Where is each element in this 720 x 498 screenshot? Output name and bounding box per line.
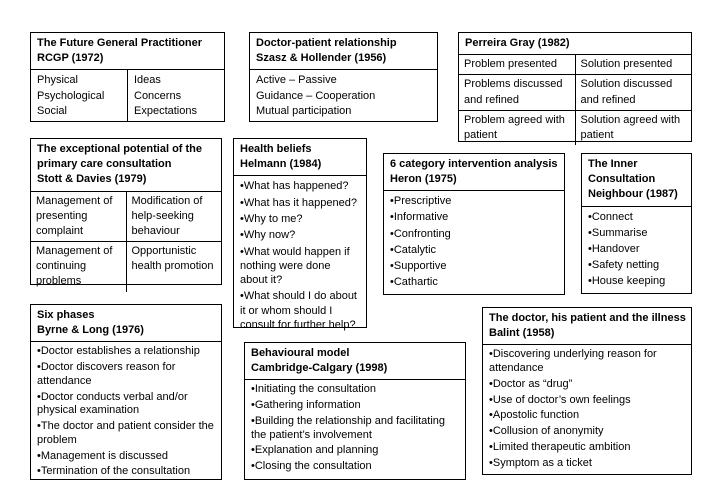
- list-item: • What would happen if nothing were done about it?: [240, 245, 360, 288]
- list-item: • Handover: [588, 242, 685, 256]
- list-item: Guidance – Cooperation: [256, 89, 376, 102]
- list-item: Mutual participation: [256, 104, 352, 117]
- heron-title: [384, 154, 564, 191]
- list-item: • Explanation and planning: [251, 444, 459, 458]
- list-item: • What has it happened?: [240, 196, 360, 210]
- list-item: • Closing the consultation: [251, 460, 459, 474]
- byrne-box: [30, 304, 222, 480]
- pereira-box: [458, 32, 692, 142]
- list-item: • Doctor conducts verbal and/or physical examination: [37, 391, 215, 419]
- title-line: Byrne & Long (1976): [37, 324, 144, 337]
- future-gp-col-1: [31, 70, 128, 122]
- list-item: • Apostolic function: [489, 409, 685, 423]
- title-line: Six phases: [37, 309, 95, 321]
- title-line: Consultation: [588, 173, 656, 186]
- list-item: • Management is discussed: [37, 450, 215, 464]
- list-item: • Informative: [390, 210, 558, 224]
- stott-table: [31, 192, 221, 292]
- table-cell: Problem presented: [459, 55, 575, 75]
- helmann-title: [234, 139, 366, 176]
- list-item: • Limited therapeutic ambition: [489, 441, 685, 455]
- heron-box: [383, 153, 565, 295]
- byrne-list: [31, 342, 221, 484]
- title-line: RCGP (1972): [37, 52, 104, 65]
- list-item: Ideas: [134, 74, 161, 87]
- table-cell: Solution presented: [575, 55, 691, 75]
- future-gp-col-2: [128, 70, 224, 122]
- list-item: • Building the relationship and facilitating the patient’s involvement: [251, 415, 459, 443]
- helmann-box: [233, 138, 367, 332]
- neighbour-title: [582, 154, 691, 207]
- title-line: primary care consultation: [37, 158, 172, 171]
- szasz-title: [250, 33, 437, 70]
- pereira-table: [459, 55, 691, 145]
- title-line: Stott & Davies (1979): [37, 173, 147, 186]
- table-row: [459, 110, 691, 145]
- table-cell: Problem agreed with patient: [459, 110, 575, 145]
- list-item: Physical: [37, 74, 78, 87]
- list-item: • Use of doctor’s own feelings: [489, 394, 685, 408]
- table-cell: Solution discussed and refined: [575, 75, 691, 110]
- list-item: • Collusion of anonymity: [489, 425, 685, 439]
- list-item: • Doctor establishes a relationship: [37, 345, 215, 359]
- neighbour-list: [582, 207, 691, 293]
- list-item: • Doctor as “drug”: [489, 378, 685, 392]
- title-line: Behavioural model: [251, 347, 350, 359]
- list-item: • Cathartic: [390, 275, 558, 289]
- table-row: [31, 192, 221, 242]
- title-line: Doctor-patient relationship: [256, 37, 397, 49]
- title-line: The Inner: [588, 158, 638, 170]
- list-item: Expectations: [134, 104, 197, 117]
- table-row: [459, 55, 691, 75]
- table-cell: Solution agreed with patient: [575, 110, 691, 145]
- list-item: • House keeping: [588, 274, 685, 288]
- list-item: • Termination of the consultation: [37, 465, 215, 479]
- list-item: • Gathering information: [251, 399, 459, 413]
- list-item: • The doctor and patient consider the problem: [37, 420, 215, 448]
- balint-list: [483, 345, 691, 475]
- title-line: The doctor, his patient and the illness: [489, 312, 686, 324]
- table-cell: Management of continuing problems: [31, 242, 126, 292]
- title-line: Heron (1975): [390, 173, 457, 186]
- stott-title: [31, 139, 221, 192]
- title-line: 6 category intervention analysis: [390, 158, 558, 170]
- future-gp-columns: [31, 70, 224, 122]
- list-item: • Discovering underlying reason for attendance: [489, 348, 685, 376]
- calgary-title: [245, 343, 465, 380]
- list-item: • Confronting: [390, 227, 558, 241]
- title-line: The Future General Practitioner: [37, 37, 203, 49]
- balint-box: [482, 307, 692, 475]
- list-item: • What has happened?: [240, 179, 360, 193]
- list-item: Social: [37, 104, 67, 117]
- list-item: • Catalytic: [390, 243, 558, 257]
- byrne-title: [31, 305, 221, 342]
- heron-list: [384, 191, 564, 293]
- szasz-list: [250, 70, 437, 122]
- title-line: Perreira Gray (1982): [465, 37, 570, 49]
- title-line: Szasz & Hollender (1956): [256, 52, 387, 65]
- table-cell: Problems discussed and refined: [459, 75, 575, 110]
- table-cell: Modification of help-seeking behaviour: [126, 192, 221, 242]
- list-item: Concerns: [134, 89, 182, 102]
- table-row: [459, 75, 691, 110]
- list-item: Active – Passive: [256, 74, 337, 87]
- list-item: • Why to me?: [240, 212, 360, 226]
- table-cell: Management of presenting complaint: [31, 192, 126, 242]
- szasz-box: [249, 32, 438, 122]
- list-item: • Supportive: [390, 259, 558, 273]
- calgary-box: [244, 342, 466, 480]
- list-item: • Doctor discovers reason for attendance: [37, 361, 215, 389]
- calgary-list: [245, 380, 465, 479]
- table-row: [31, 242, 221, 292]
- table-cell: Opportunistic health promotion: [126, 242, 221, 292]
- list-item: • Safety netting: [588, 258, 685, 272]
- list-item: • What should I do about it or whom should I consult for further help?: [240, 289, 360, 332]
- helmann-list: [234, 176, 366, 337]
- title-line: Cambridge-Calgary (1998): [251, 362, 388, 375]
- stott-box: [30, 138, 222, 288]
- list-item: • Prescriptive: [390, 194, 558, 208]
- future-gp-title: [31, 33, 224, 70]
- list-item: • Connect: [588, 210, 685, 224]
- list-item: • Summarise: [588, 226, 685, 240]
- title-line: Health beliefs: [240, 143, 312, 155]
- pereira-title: [459, 33, 691, 55]
- title-line: The exceptional potential of the: [37, 143, 203, 155]
- neighbour-box: [581, 153, 692, 294]
- balint-title: [483, 308, 691, 345]
- list-item: Psychological: [37, 89, 105, 102]
- list-item: • Why now?: [240, 228, 360, 242]
- list-item: • Initiating the consultation: [251, 383, 459, 397]
- future-gp-box: [30, 32, 225, 122]
- title-line: Helmann (1984): [240, 158, 322, 171]
- title-line: Neighbour (1987): [588, 188, 678, 201]
- list-item: • Symptom as a ticket: [489, 457, 685, 471]
- title-line: Balint (1958): [489, 327, 555, 340]
